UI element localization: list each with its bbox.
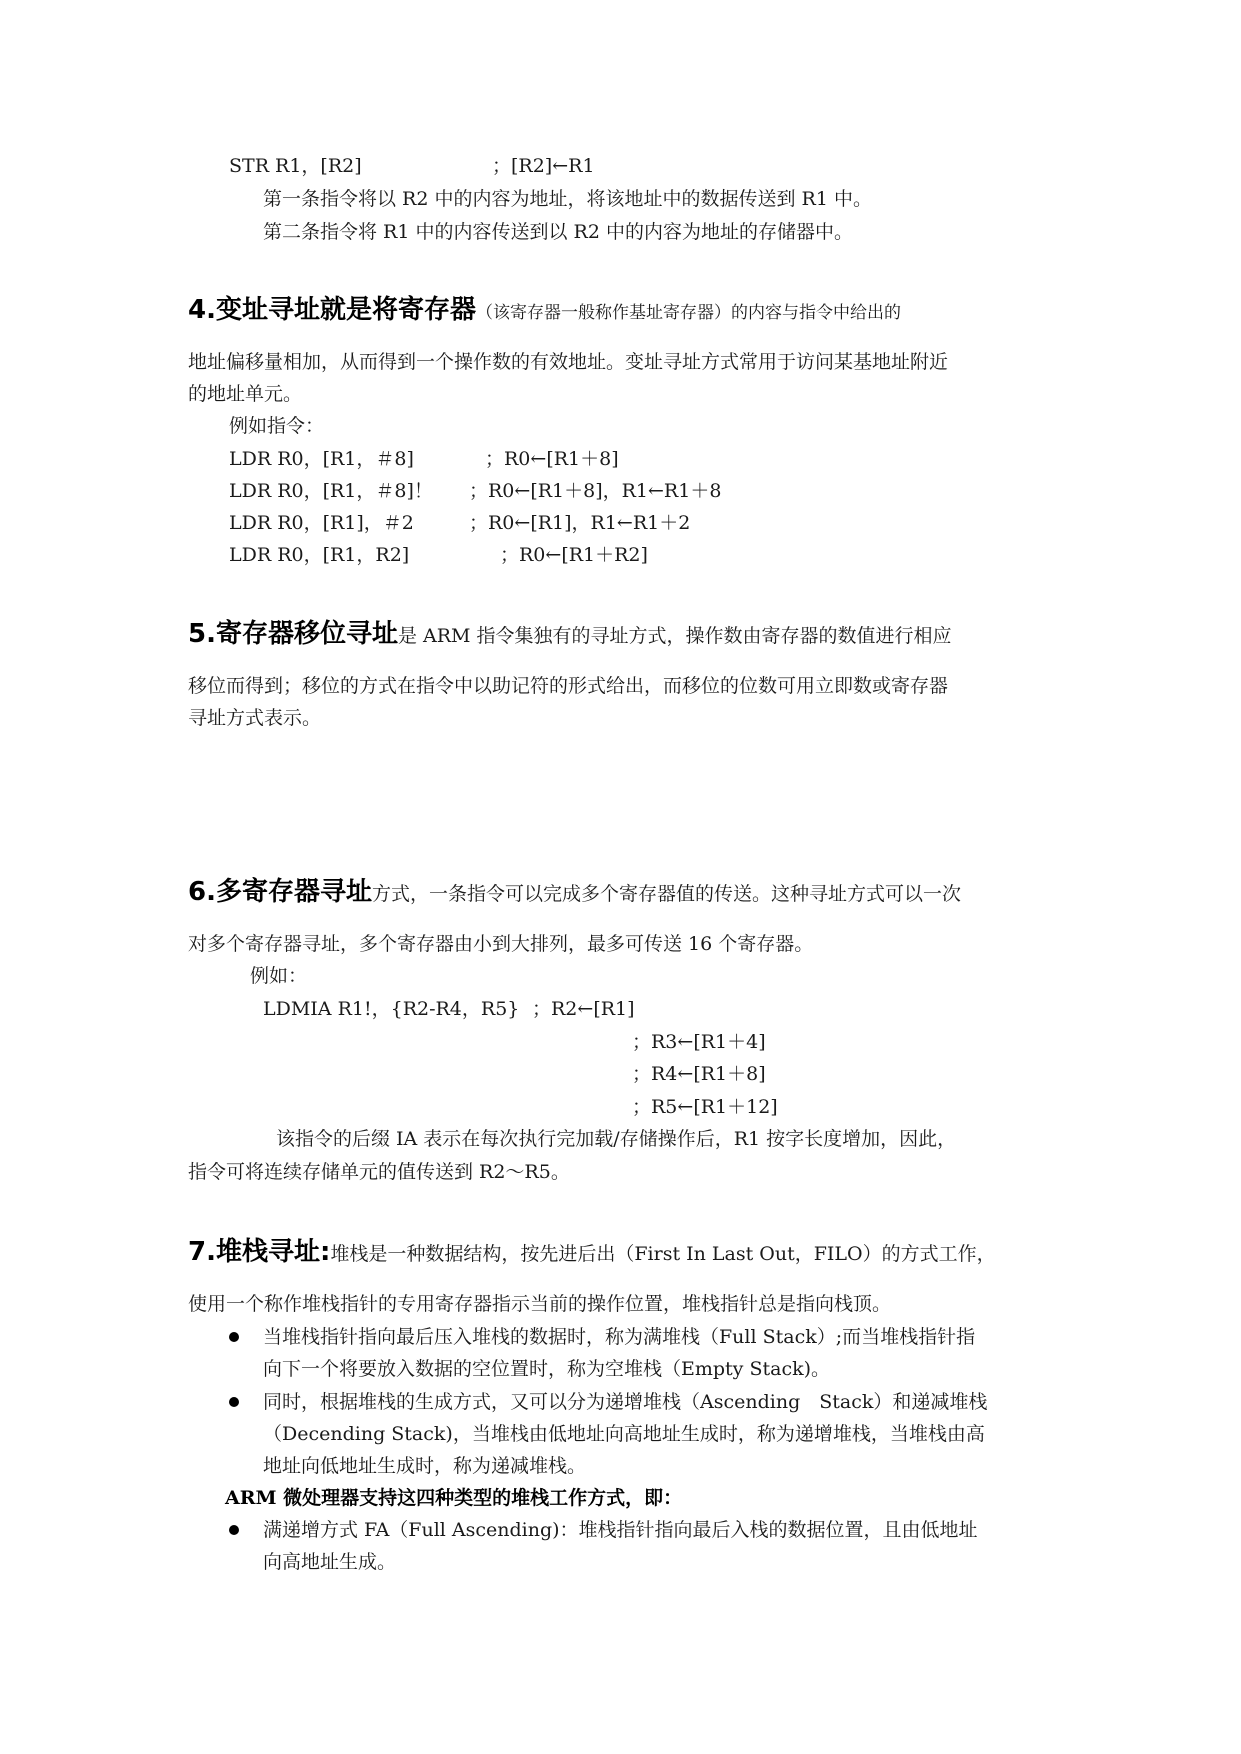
- code-comment: ；R5←[R1＋12]: [632, 1096, 778, 1118]
- paragraph: 第二条指令将 R1 中的内容传送到以 R2 中的内容为地址的存储器中。: [263, 221, 853, 243]
- section-7-heading-line: [188, 1237, 996, 1267]
- bullet-icon: [229, 1325, 239, 1349]
- list-item: 当堆栈指针指向最后压入堆栈的数据时，称为满堆栈（Full Stack）;而当堆栈指针指: [263, 1326, 976, 1348]
- paragraph: 地址偏移量相加，从而得到一个操作数的有效地址。变址寻址方式常用于访问某基地址附近: [188, 351, 949, 373]
- section-heading: 4.变址寻址就是将寄存器: [188, 295, 476, 325]
- paragraph: 对多个寄存器寻址，多个寄存器由小到大排列，最多可传送 16 个寄存器。: [188, 933, 814, 955]
- section-6-heading-line: [188, 877, 961, 907]
- code-instruction: LDR R0，[R1，R2]: [229, 544, 410, 566]
- code-comment: ；[R2]←R1: [492, 155, 595, 177]
- section-heading: 5.寄存器移位寻址: [188, 619, 398, 649]
- paragraph: 指令可将连续存储单元的值传送到 R2～R5。: [188, 1161, 570, 1183]
- list-item: 地址向低地址生成时，称为递减堆栈。: [263, 1455, 587, 1477]
- paragraph: 使用一个称作堆栈指针的专用寄存器指示当前的操作位置，堆栈指针总是指向栈顶。: [188, 1293, 892, 1315]
- paragraph: 该指令的后缀 IA 表示在每次执行完加载/存储操作后，R1 按字长度增加，因此，: [276, 1128, 957, 1150]
- paragraph: 第一条指令将以 R2 中的内容为地址，将该地址中的数据传送到 R1 中。: [263, 188, 872, 210]
- code-instruction: LDR R0，[R1，＃8]: [229, 448, 414, 470]
- section-4-heading-line: [188, 295, 901, 325]
- list-item: 满递增方式 FA（Full Ascending)：堆栈指针指向最后入栈的数据位置，且由低地址: [263, 1519, 978, 1541]
- bullet-icon: [229, 1390, 239, 1414]
- list-item: （Decending Stack)，当堆栈由低地址向高地址生成时，称为递增堆栈，当堆栈由高: [263, 1423, 985, 1445]
- code-comment: ；R0←[R1＋8]，R1←R1＋8: [469, 480, 722, 502]
- paragraph: 移位而得到；移位的方式在指令中以助记符的形式给出，而移位的位数可用立即数或寄存器: [188, 675, 949, 697]
- code-instruction: LDR R0，[R1，＃8]！: [229, 480, 433, 502]
- section-heading: 7.堆栈寻址:: [188, 1237, 331, 1267]
- code-comment: ；R2←[R1]: [532, 998, 635, 1020]
- code-instruction: STR R1，[R2]: [229, 155, 362, 177]
- example-label: 例如：: [250, 965, 308, 987]
- list-item: 向下一个将要放入数据的空位置时，称为空堆栈（Empty Stack)。: [263, 1358, 831, 1380]
- heading-rest: 堆栈是一种数据结构，按先进后出（First In Last Out，FILO）的方式工作，: [330, 1243, 996, 1265]
- section-heading: 6.多寄存器寻址: [188, 877, 372, 907]
- example-label: 例如指令：: [229, 415, 325, 437]
- list-item: 向高地址生成。: [263, 1551, 397, 1573]
- code-comment: ；R0←[R1＋8]: [485, 448, 619, 470]
- heading-rest: 方式，一条指令可以完成多个寄存器值的传送。这种寻址方式可以一次: [371, 883, 961, 905]
- paragraph: 的地址单元。: [188, 383, 303, 405]
- section-5-heading-line: [188, 619, 952, 649]
- code-comment: ；R0←[R1]，R1←R1＋2: [469, 512, 691, 534]
- paragraph: 寻址方式表示。: [188, 707, 322, 729]
- code-instruction: LDMIA R1!，{R2-R4，R5}: [263, 998, 520, 1020]
- list-item: 同时，根据堆栈的生成方式，又可以分为递增堆栈（Ascending Stack）和递减堆栈: [263, 1391, 988, 1413]
- arm-modes-intro: ARM 微处理器支持这四种类型的堆栈工作方式，即：: [225, 1487, 683, 1509]
- heading-note: （该寄存器一般称作基址寄存器）的内容与指令中给出的: [475, 303, 901, 323]
- code-instruction: LDR R0，[R1]，＃2: [229, 512, 414, 534]
- code-comment: ；R3←[R1＋4]: [632, 1031, 766, 1053]
- code-comment: ；R4←[R1＋8]: [632, 1063, 766, 1085]
- bullet-icon: [229, 1518, 239, 1542]
- code-comment: ；R0←[R1＋R2]: [500, 544, 648, 566]
- heading-rest: 是 ARM 指令集独有的寻址方式，操作数由寄存器的数值进行相应: [397, 625, 952, 647]
